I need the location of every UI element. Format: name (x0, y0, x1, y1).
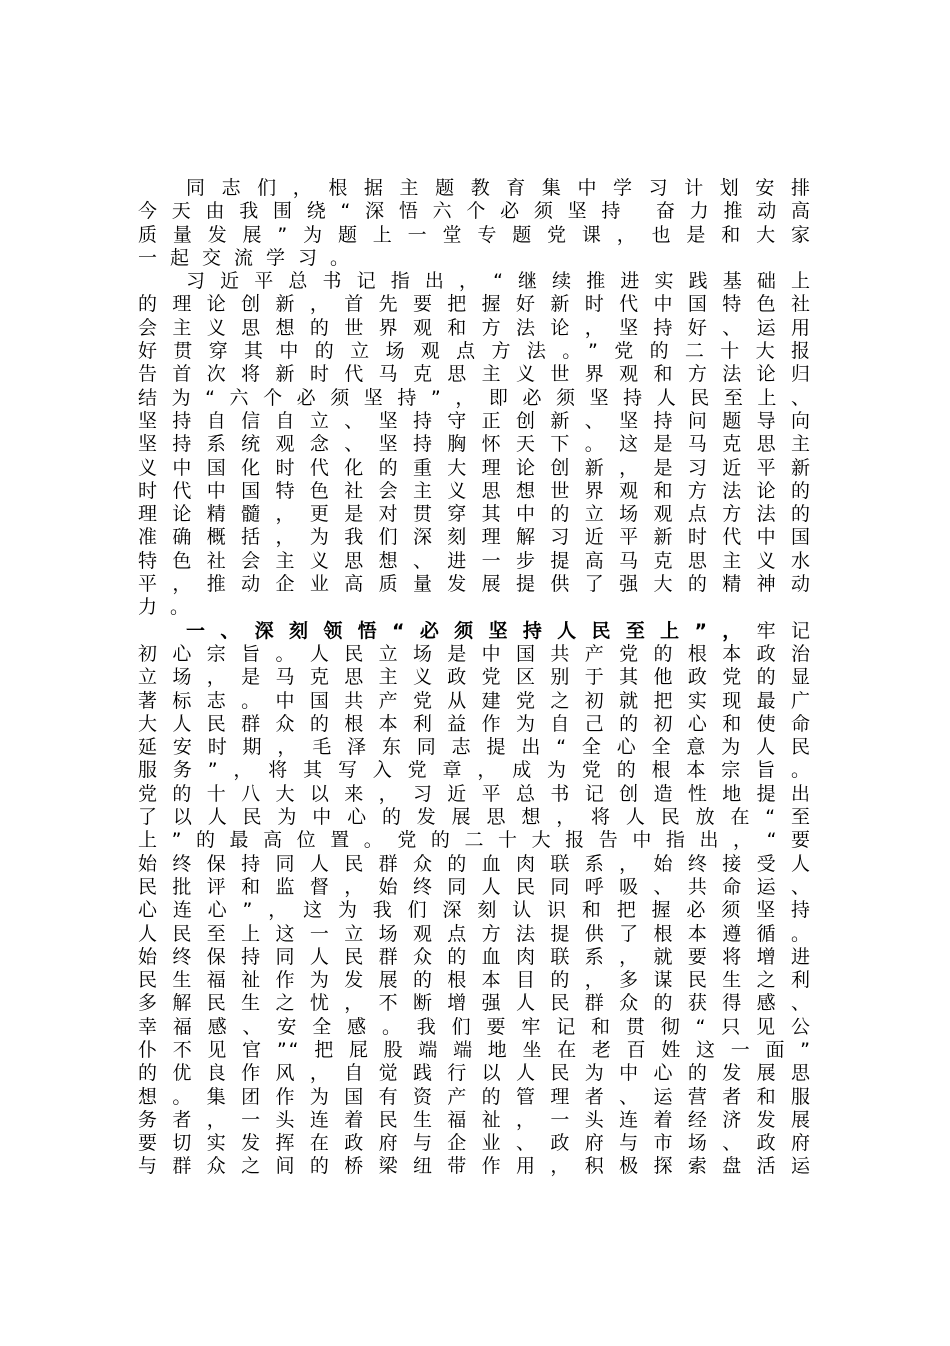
body-text (138, 177, 812, 1179)
paragraph-3-line-12: 心连心”，这为我们深刻认识和把握必须坚持 (138, 899, 812, 922)
paragraph-3-line-7: 党的十八大以来，习近平总书记创造性地提出 (138, 782, 812, 805)
paragraph-3-line-1: 初心宗旨。人民立场是中国共产党的根本政治 (138, 642, 812, 665)
paragraph-1-line-2: 今天由我围绕“深悟六个必须坚持 奋力推动高 (138, 200, 812, 223)
paragraph-3-line-3: 著标志。中国共产党从建党之初就把实现最广 (138, 689, 812, 712)
paragraph-2-line-8: 坚持系统观念、坚持胸怀天下。这是马克思主 (138, 433, 812, 456)
paragraph-1-line-3: 质量发展”为题上一堂专题党课，也是和大家 (138, 223, 812, 246)
paragraph-2-line-9: 义中国化时代化的重大理论创新，是习近平新 (138, 456, 812, 479)
paragraph-2-line-14: 平，推动企业高质量发展提供了强大的精神动 (138, 573, 812, 596)
paragraph-3-line-13: 人民至上这一立场观点方法提供了根本遵循。 (138, 922, 812, 945)
paragraph-3-line-22: 要切实发挥在政府与企业、政府与市场、政府 (138, 1132, 812, 1155)
paragraph-3-line-10: 始终保持同人民群众的血肉联系，始终接受人 (138, 852, 812, 875)
paragraph-3-line-19: 的优良作风，自觉践行以人民为中心的发展思 (138, 1062, 812, 1085)
paragraph-2-line-11: 理论精髓，更是对贯穿其中的立场观点方法的 (138, 503, 812, 526)
paragraph-3-line-5: 延安时期，毛泽东同志提出“全心全意为人民 (138, 736, 812, 759)
paragraph-2-line-1: 习近平总书记指出，“继续推进实践基础上 (186, 270, 812, 293)
paragraph-2-line-3: 会主义思想的世界观和方法论，坚持好、运用 (138, 316, 812, 339)
paragraph-1-line-4: 一起交流学习。 (138, 246, 363, 269)
paragraph-2-line-15: 力。 (138, 596, 203, 619)
paragraph-3-line-6: 服务”，将其写入党章，成为党的根本宗旨。 (138, 759, 812, 782)
paragraph-3-line-21: 务者，一头连着民生福祉，一头连着经济发展 (138, 1108, 812, 1131)
paragraph-3-line-2: 立场，是马克思主义政党区别于其他政党的显 (138, 666, 812, 689)
section-heading: 一、深刻领悟“必须坚持人民至上”， (186, 619, 757, 642)
paragraph-3-line-4: 大人民群众的根本利益作为自己的初心和使命 (138, 712, 812, 735)
paragraph-3-line-9: 上”的最高位置。党的二十大报告中指出，“要 (138, 829, 812, 852)
paragraph-2-line-7: 坚持自信自立、坚持守正创新、坚持问题导向 (138, 409, 812, 432)
paragraph-3-line-20: 想。集团作为国有资产的管理者、运营者和服 (138, 1085, 812, 1108)
paragraph-2-line-2: 的理论创新，首先要把握好新时代中国特色社 (138, 293, 812, 316)
paragraph-2-line-4: 好贯穿其中的立场观点方法。”党的二十大报 (138, 340, 812, 363)
paragraph-3-line-11: 民批评和监督，始终同人民同呼吸、共命运、 (138, 875, 812, 898)
paragraph-2-line-13: 特色社会主义思想、进一步提高马克思主义水 (138, 549, 812, 572)
paragraph-2-line-12: 准确概括，为我们深刻理解习近平新时代中国 (138, 526, 812, 549)
paragraph-3-line-16: 多解民生之忧，不断增强人民群众的获得感、 (138, 992, 812, 1015)
paragraph-1-line-1: 同志们，根据主题教育集中学习计划安排 (186, 177, 812, 199)
paragraph-3-line-23: 与群众之间的桥梁纽带作用，积极探索盘活运 (138, 1155, 812, 1178)
paragraph-2-line-5: 告首次将新时代马克思主义世界观和方法论归 (138, 363, 812, 386)
paragraph-3-line-15: 民生福祉作为发展的根本目的，多谋民生之利 (138, 969, 812, 992)
paragraph-2-line-10: 时代中国特色社会主义思想世界观和方法论的 (138, 479, 812, 502)
paragraph-3-line-18: 仆不见官”“把屁股端端地坐在老百姓这一面” (138, 1038, 812, 1061)
paragraph-3-line-8: 了以人民为中心的发展思想，将人民放在“至 (138, 806, 812, 829)
paragraph-2-line-6: 结为“六个必须坚持”，即必须坚持人民至上、 (138, 386, 812, 409)
section-heading-line (138, 620, 812, 643)
section-heading-tail: 牢记 (756, 619, 812, 642)
paragraph-3-line-17: 幸福感、安全感。我们要牢记和贯彻“只见公 (138, 1015, 812, 1038)
paragraph-3-line-14: 始终保持同人民群众的血肉联系，就要将增进 (138, 945, 812, 968)
